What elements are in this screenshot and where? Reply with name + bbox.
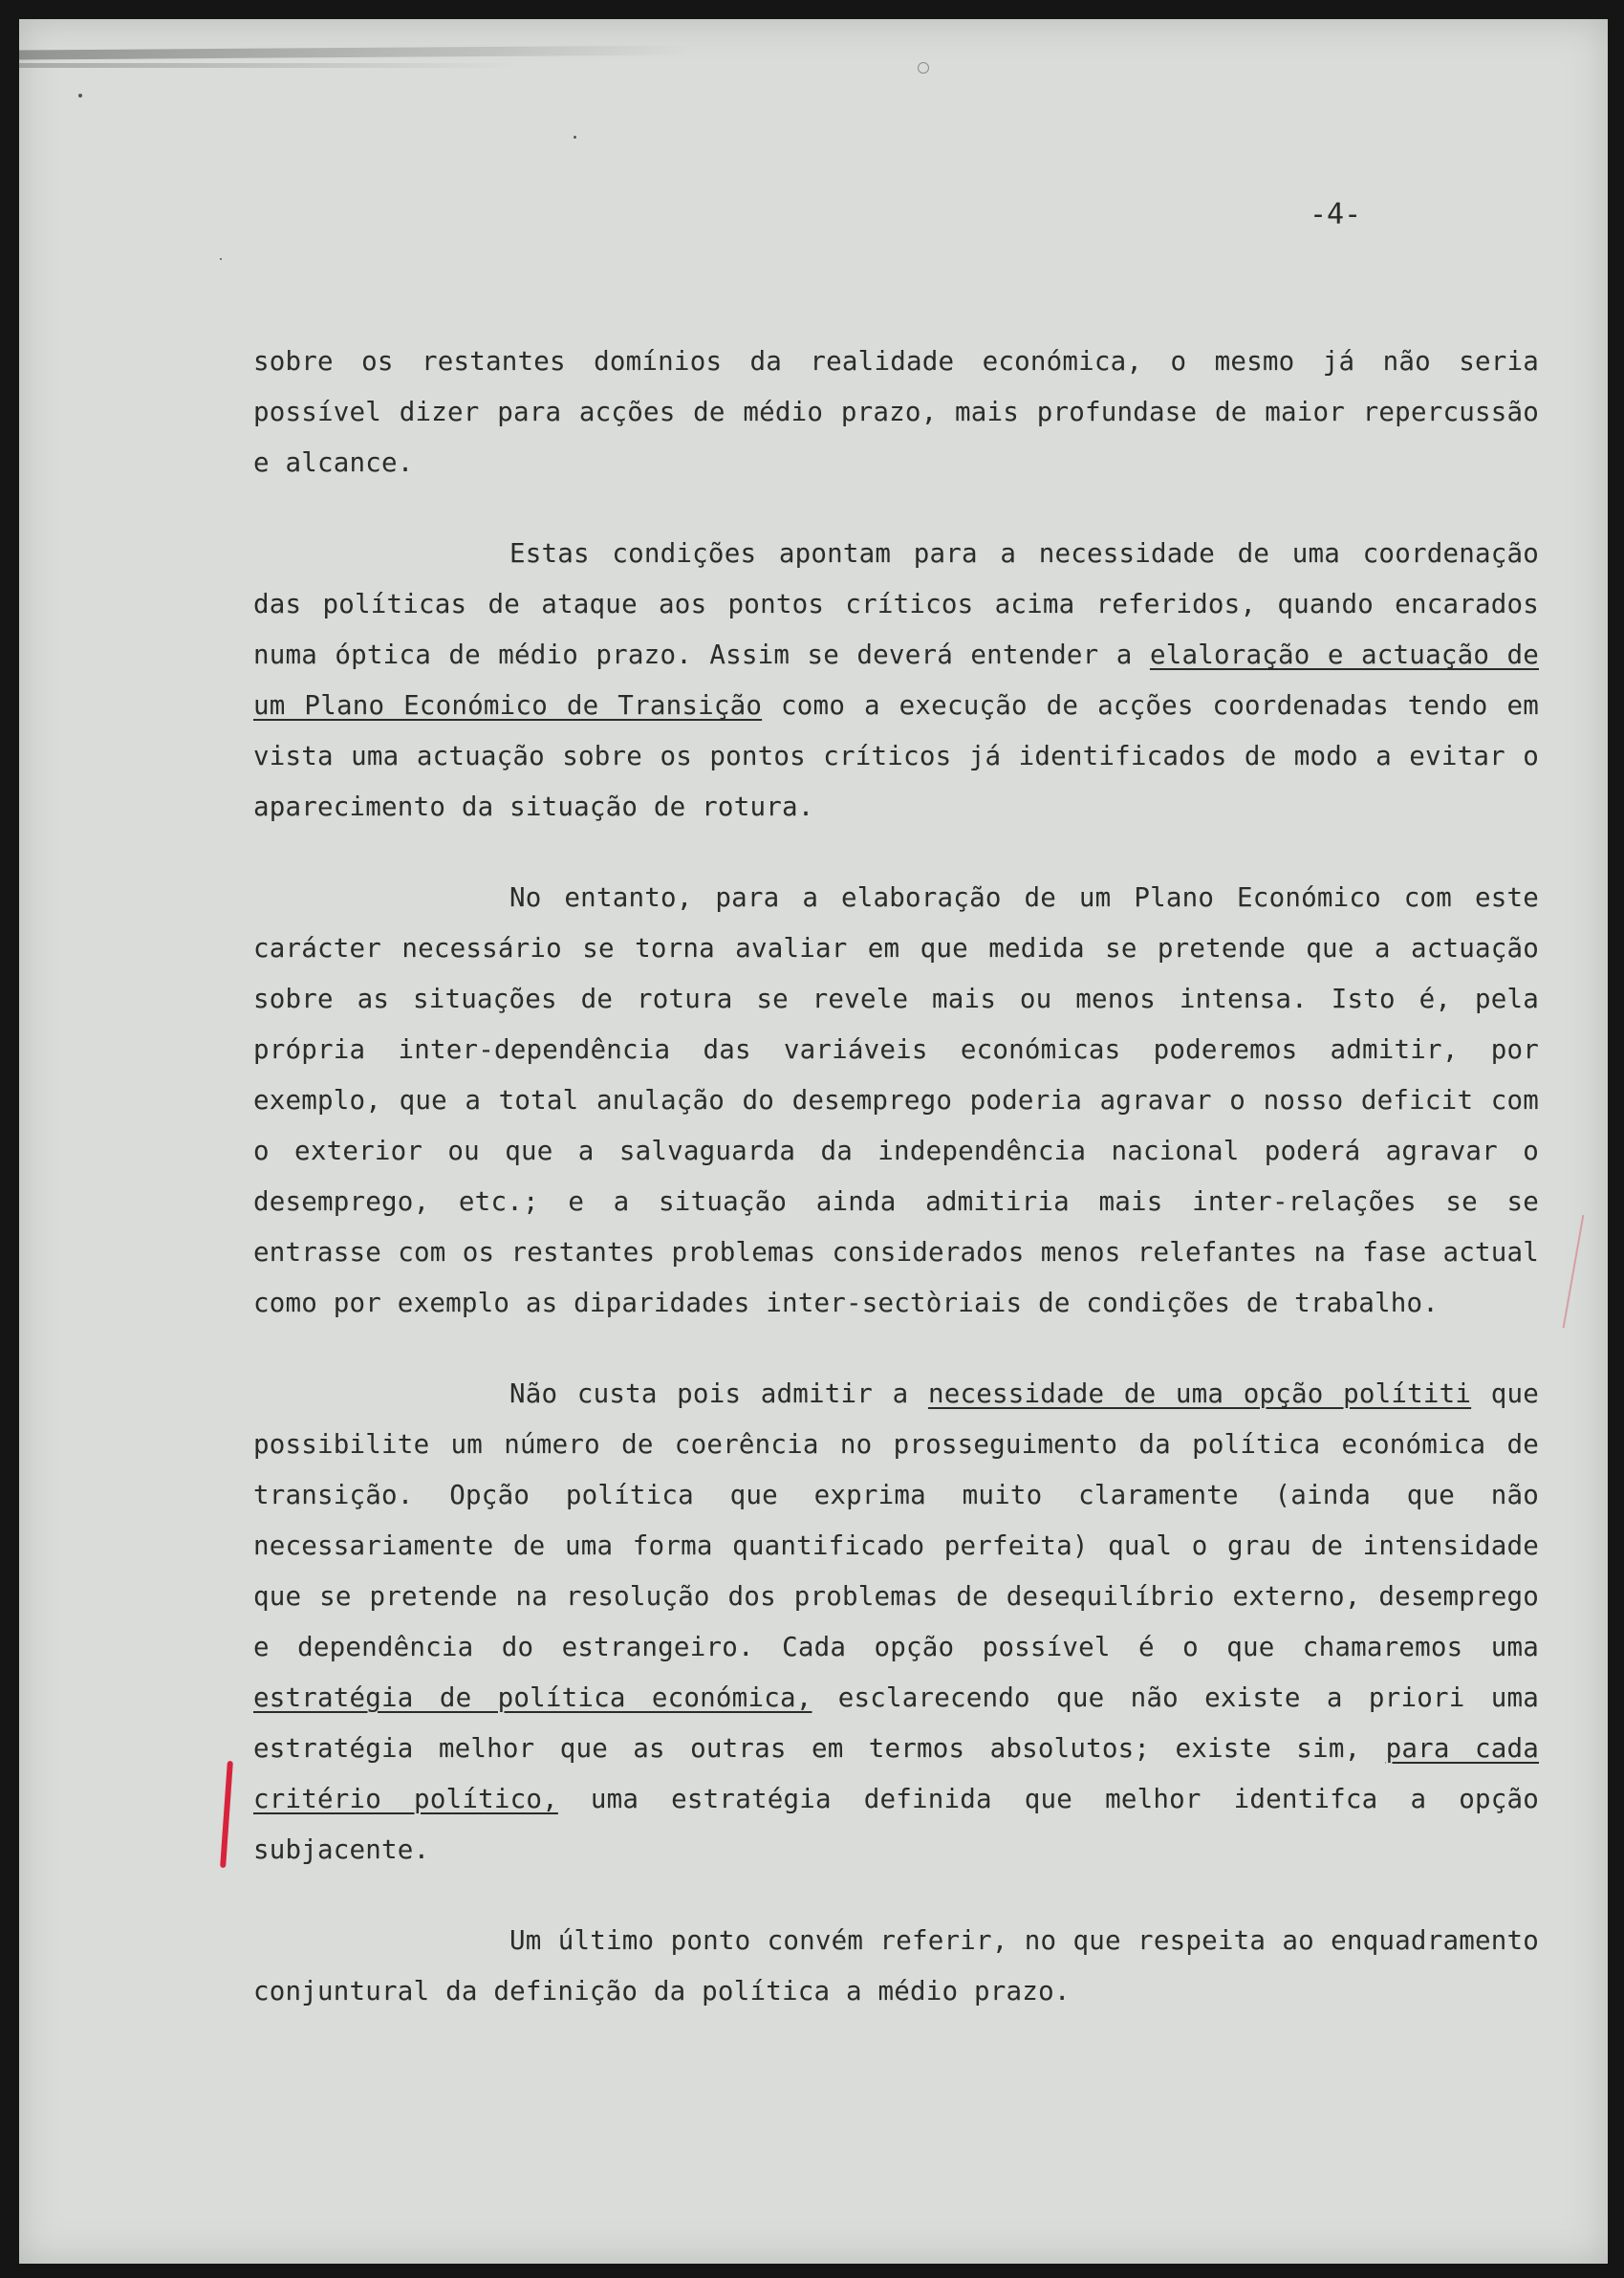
underlined-text: para cada critério político, — [253, 1733, 1539, 1814]
document-page — [19, 19, 1608, 2264]
margin-red-mark — [220, 1761, 233, 1868]
paragraph-text: Não custa pois admitir a — [509, 1378, 928, 1409]
paragraph — [253, 1369, 1539, 1876]
paragraph-text: que possibilite um número de coerência no prosseguimento da política económica de transição. Opção política que exprima muito claramente (ainda que não necessariamente de uma forma quantificado perfeita) qual o grau de intensidade que se pretende na resolução dos problemas de desequilíbrio externo, desemprego e dependência do estrangeiro. Cada opção possível é o que chamaremos uma — [253, 1378, 1539, 1662]
underlined-text: necessidade de uma opção polítiti — [927, 1378, 1472, 1409]
margin-pink-mark — [1563, 1215, 1585, 1329]
scan-speck — [78, 94, 82, 98]
paragraph-text: No entanto, para a elaboração de um Plano Económico com este carácter necessário se torna avaliar em que medida se pretende que a actuação sobre as situações de rotura se revele mais ou menos intensa. Isto é, pela própria inter-dependência das variáveis económicas poderemos admitir, por exemplo, que a total anulação do desemprego poderia agravar o nosso deficit com o exterior ou que a salvaguarda da independência nacional poderá agravar o desemprego, etc.; e a situação ainda admitiria mais inter-relações se se entrasse com os restantes problemas considerados menos relefantes na fase actual como por exemplo as diparidades inter-sectòriais de condições de trabalho. — [253, 882, 1539, 1318]
paragraph — [253, 1916, 1539, 2017]
document-body — [253, 336, 1539, 2057]
scan-speck — [574, 136, 576, 139]
paragraph-text: Estas condições apontam para a necessidade de uma coordenação das políticas de ataque aos pontos críticos acima referidos, quando encarados numa óptica de médio prazo. Assim se deverá entender a — [253, 538, 1539, 670]
scan-edge-mark — [19, 46, 688, 60]
paragraph-text: Um último ponto convém referir, no que respeita ao enquadramento conjuntural da definição da política a médio prazo. — [253, 1925, 1539, 2007]
underlined-text: estratégia de política económica, — [253, 1682, 812, 1713]
paragraph — [253, 336, 1539, 488]
paragraph-text: uma estratégia definida que melhor identifca a opção subjacente. — [253, 1784, 1539, 1865]
punch-hole-mark — [918, 62, 929, 74]
paragraph — [253, 529, 1539, 833]
underlined-text: elaloração e actuação de um Plano Económico de Transição — [253, 640, 1539, 721]
paragraph — [253, 873, 1539, 1329]
scan-speck — [220, 258, 222, 260]
page-number: -4- — [1310, 198, 1362, 231]
paragraph-text: esclarecendo que não existe a priori uma estratégia melhor que as outras em termos absolutos; existe sim, — [253, 1682, 1539, 1764]
paragraph-text: como a execução de acções coordenadas tendo em vista uma actuação sobre os pontos críticos já identificados de modo a evitar o aparecimento da situação de rotura. — [253, 690, 1539, 822]
scan-edge-mark — [19, 63, 516, 68]
paragraph-text: sobre os restantes domínios da realidade económica, o mesmo já não seria possível dizer para acções de médio prazo, mais profundase de maior repercussão e alcance. — [253, 346, 1539, 478]
